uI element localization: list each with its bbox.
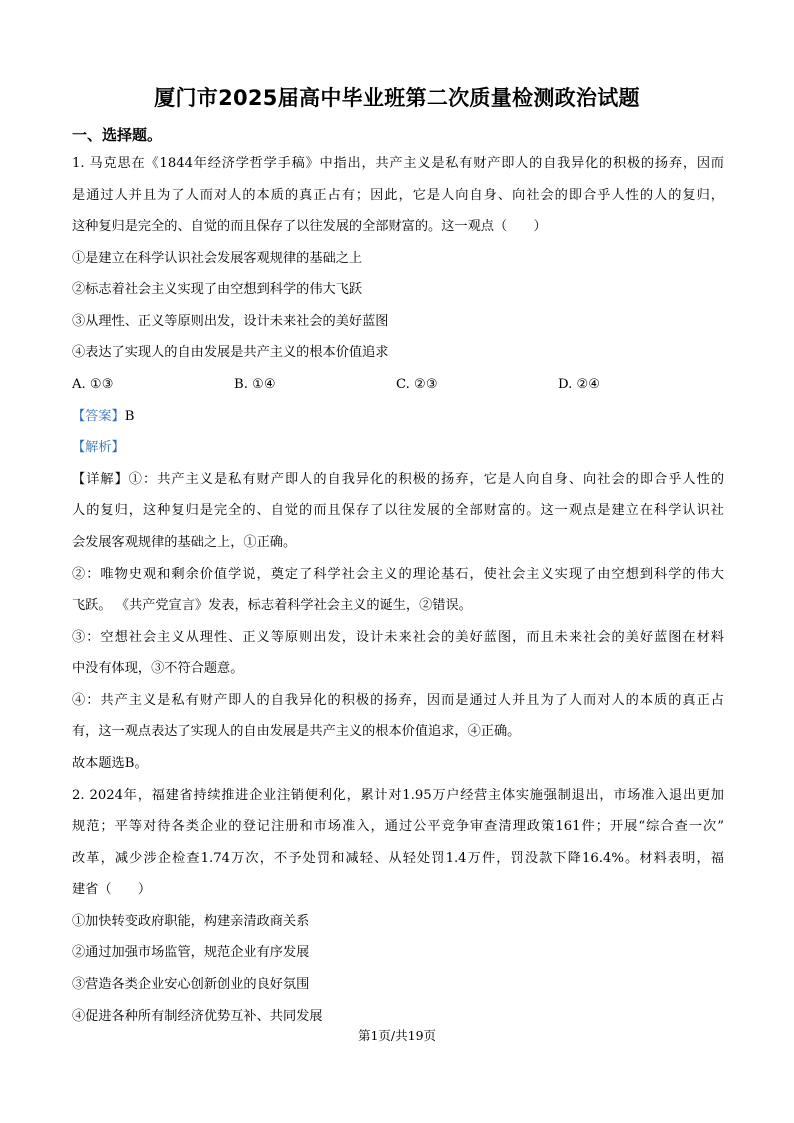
q2-stem-line: 改革，减少涉企检查1.74万次，不予处罚和减轻、从轻处罚1.4万件，罚没款下降16.4%。材料表明，福 xyxy=(72,850,724,866)
q1-stem-line: 是通过人并且为了人而对人的本质的真正占有；因此，它是人向自身、向社会的即合乎人性的人的复归， xyxy=(72,187,724,203)
q2-stem-line: 建省（ ） xyxy=(72,882,152,898)
analysis-tag: 【解析】 xyxy=(72,440,125,456)
detail-tag: 【详解】 xyxy=(72,471,129,487)
q1-analysis xyxy=(72,435,724,461)
q1-detail-line xyxy=(72,467,724,493)
q1-item: ②标志着社会主义实现了由空想到科学的伟大飞跃 xyxy=(72,282,363,298)
q1-stem-line: 这种复归是完全的、自觉的而且保存了以往发展的全部财富的。这一观点（ ） xyxy=(72,219,547,235)
q2-item: ②通过加强市场监管，规范企业有序发展 xyxy=(72,945,310,961)
answer-tag: 【答案】 xyxy=(72,408,125,424)
q1-explain-3: ③：空想社会主义从理性、正义等原则出发，设计未来社会的美好蓝图，而且未来社会的美好蓝图在材料 xyxy=(72,629,724,645)
q1-detail-line: 会发展客观规律的基础之上，①正确。 xyxy=(72,534,297,550)
q2-item: ①加快转变政府职能，构建亲清政商关系 xyxy=(72,913,310,929)
q1-option-a: A. ①③ xyxy=(72,377,114,393)
q2-stem-line: 规范；平等对待各类企业的登记注册和市场准入，通过公平竞争审查清理政策161件；开展“综合查一次” xyxy=(72,819,724,835)
detail-text: ①：共产主义是私有财产即人的自我异化的积极的扬弃，它是人向自身、向社会的即合乎人性的 xyxy=(128,471,725,487)
q2-stem-line: 2. 2024年，福建省持续推进企业注销便利化，累计对1.95万户经营主体实施强制退出，市场准入退出更加 xyxy=(72,787,724,803)
q1-option-c: C. ②③ xyxy=(396,377,438,393)
q1-item: ③从理性、正义等原则出发，设计未来社会的美好蓝图 xyxy=(72,313,389,329)
q1-options xyxy=(72,372,724,398)
q1-stem-line: 1. 马克思在《1844年经济学哲学手稿》中指出，共产主义是私有财产即人的自我异化的积极的扬弃，因而 xyxy=(72,156,724,171)
q2-item: ④促进各种所有制经济优势互补、共同发展 xyxy=(72,1008,323,1024)
q1-conclusion: 故本题选B。 xyxy=(72,755,148,771)
q1-answer xyxy=(72,404,724,430)
q1-detail-line: 人的复归，这种复归是完全的、自觉的而且保存了以往发展的全部财富的。这一观点是建立在科学认识社 xyxy=(72,503,724,519)
page-footer: 第1页/共19页 xyxy=(357,1028,437,1043)
q1-option-d: D. ②④ xyxy=(558,377,601,393)
q1-item: ④表达了实现人的自由发展是共产主义的根本价值追求 xyxy=(72,345,389,361)
q1-explain-3: 中没有体现，③不符合题意。 xyxy=(72,661,244,677)
q1-item: ①是建立在科学认识社会发展客观规律的基础之上 xyxy=(72,250,363,266)
q1-explain-2: 飞跃。 《共产党宣言》发表，标志着科学社会主义的诞生，②错误。 xyxy=(72,598,472,614)
q1-explain-4: ④：共产主义是私有财产即人的自我异化的积极的扬弃，因而是通过人并且为了人而对人的本质的真正占 xyxy=(72,692,724,708)
section-heading: 一、选择题。 xyxy=(72,126,163,144)
q2-item: ③营造各类企业安心创新创业的良好氛围 xyxy=(72,977,310,993)
q1-explain-2: ②：唯物史观和剩余价值学说，奠定了科学社会主义的理论基石，使社会主义实现了由空想到科学的伟大 xyxy=(72,566,724,582)
q1-option-b: B. ①④ xyxy=(234,377,276,393)
page-title: 厦门市2025届高中毕业班第二次质量检测政治试题 xyxy=(154,86,640,110)
answer-value: B xyxy=(124,408,135,424)
document-body xyxy=(72,151,724,1030)
q1-explain-4: 有，这一观点表达了实现人的自由发展是共产主义的根本价值追求，④正确。 xyxy=(72,724,521,740)
